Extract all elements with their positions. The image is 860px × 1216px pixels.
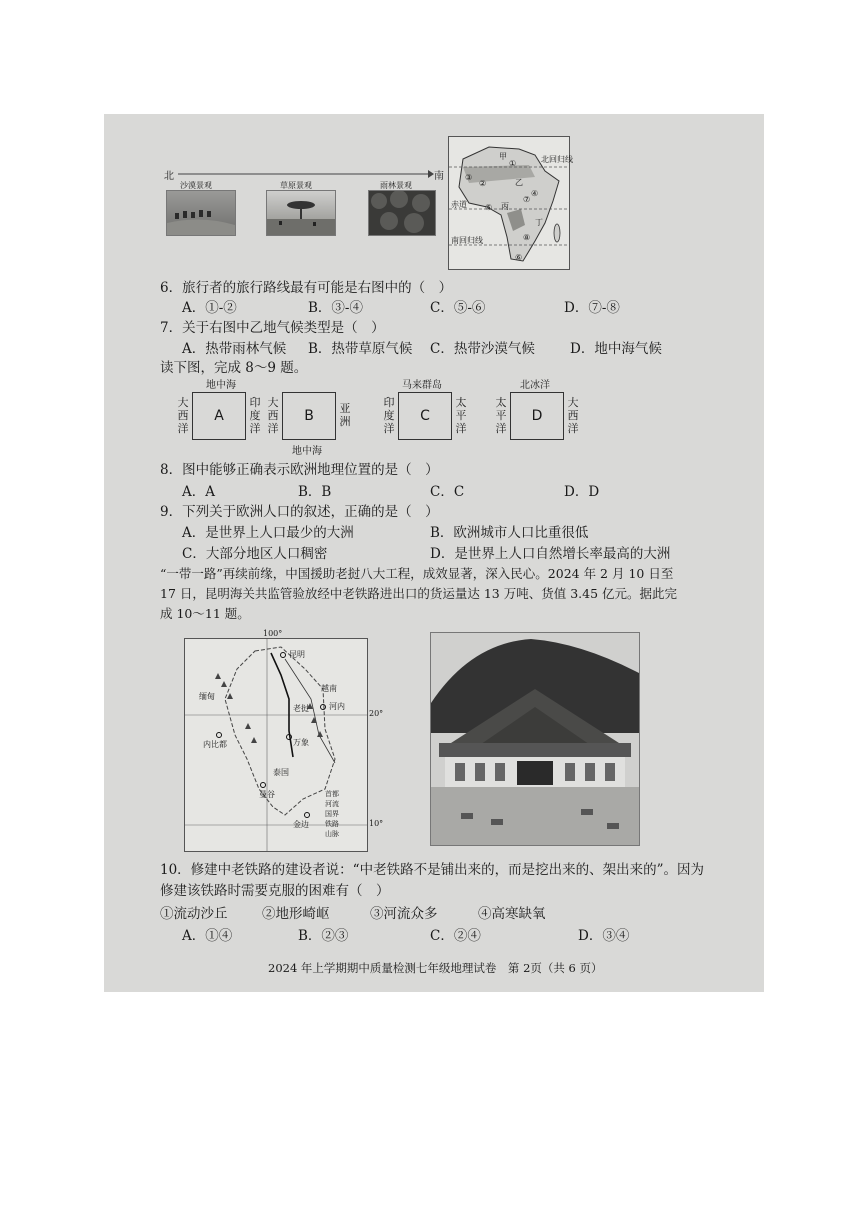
q8-stem: 8．图中能够正确表示欧洲地理位置的是（ ）: [160, 462, 439, 478]
laos-map: [184, 629, 384, 852]
q8-option-b: B．B: [298, 484, 332, 500]
q9-option-c: C．大部分地区人口稠密: [182, 546, 328, 562]
number-label-2: ②: [479, 179, 487, 188]
box-b-bottom: 地中海: [292, 446, 322, 457]
photo-label-desert: 沙漠景观: [180, 181, 212, 190]
place-vientiane: 万象: [293, 738, 309, 747]
place-myanmar: 缅甸: [199, 692, 215, 701]
q8-option-a: A．A: [182, 484, 215, 500]
photo-label-savanna: 草原景观: [280, 181, 312, 190]
q9-option-d: D．是世界上人口自然增长率最高的大洲: [430, 546, 671, 562]
exam-page: [104, 114, 764, 992]
africa-map: [448, 136, 573, 270]
legend-mountain: 山脉: [325, 830, 339, 838]
q7-option-d: D．地中海气候: [570, 341, 662, 357]
passage-line-1: “一带一路”再续前缘，中国援助老挝八大工程，成效显著，深入民心。2024 年 2 月 10 日至: [160, 566, 674, 581]
passage-line-3: 成 10～11 题。: [160, 606, 250, 621]
q7-option-b: B．热带草原气候: [308, 341, 413, 357]
legend-capital: 首都: [325, 790, 339, 798]
q6-option-d: D．⑦-⑧: [564, 300, 620, 316]
q6-stem: 6．旅行者的旅行路线最有可能是右图中的（ ）: [160, 280, 453, 296]
box-a: A: [192, 392, 246, 440]
place-hanoi: 河内: [329, 702, 345, 711]
q6-option-b: B．③-④: [308, 300, 363, 316]
line-label-tropic-capricorn: 南回归线: [451, 236, 483, 245]
q10-option-c: C．②④: [430, 928, 481, 944]
south-label: 南: [434, 171, 444, 182]
box-d-left: 太平洋: [495, 396, 507, 435]
q10-stem-line-2: 修建该铁路时需要克服的困难有（ ）: [160, 883, 390, 899]
box-c-right: 太平洋: [455, 396, 467, 435]
place-bangkok: 曼谷: [259, 790, 275, 799]
q10-choice-1: ①流动沙丘: [160, 906, 228, 922]
region-label-bing: 丙: [501, 202, 509, 211]
box-a-left: 大西洋: [177, 396, 189, 435]
q10-choice-3: ③河流众多: [370, 906, 438, 922]
q7-option-a: A．热带雨林气候: [182, 341, 287, 357]
q10-option-b: B．②③: [298, 928, 349, 944]
q7-option-c: C．热带沙漠气候: [430, 341, 535, 357]
q10-option-d: D．③④: [578, 928, 630, 944]
box-b-right: 亚洲: [339, 402, 351, 428]
number-label-5: ⑤: [485, 203, 493, 212]
q8-option-d: D．D: [564, 484, 600, 500]
rainforest-photo: [368, 190, 436, 236]
passage-line-2: 17 日，昆明海关共监管验放经中老铁路进出口的货运量达 13 万吨、货值 3.45 亿元。据此完: [160, 586, 678, 601]
box-c-top: 马来群岛: [402, 380, 442, 391]
box-d-top: 北冰洋: [520, 380, 550, 391]
legend-border: 国界: [325, 810, 339, 818]
q8-option-c: C．C: [430, 484, 465, 500]
north-label: 北: [164, 171, 174, 182]
place-vietnam: 越南: [321, 684, 337, 693]
box-a-right: 印度洋: [249, 396, 261, 435]
legend-railway: 铁路: [325, 820, 339, 828]
lat-label-20: 20°: [369, 709, 384, 718]
q10-stem-line-1: 10．修建中老铁路的建设者说：“中老铁路不是铺出来的，而是挖出来的、架出来的”。因为: [160, 862, 704, 878]
q6-option-c: C．⑤-⑥: [430, 300, 486, 316]
box-b: B: [282, 392, 336, 440]
lat-label-10: 10°: [369, 819, 384, 828]
page-footer: 2024 年上学期期中质量检测七年级地理试卷 第 2页（共 6 页）: [268, 961, 603, 975]
location-diagram-b: [266, 376, 376, 462]
desert-photo: [166, 190, 236, 236]
number-label-8: ⑧: [523, 233, 531, 242]
place-phnom-penh: 金边: [293, 820, 309, 829]
location-diagram-d: [494, 376, 604, 454]
q9-option-a: A．是世界上人口最少的大洲: [182, 525, 354, 541]
lon-label-100: 100°: [263, 629, 283, 638]
box-d: D: [510, 392, 564, 440]
region-label-ding: 丁: [535, 218, 543, 227]
box-c: C: [398, 392, 452, 440]
q10-choice-2: ②地形崎岖: [262, 906, 330, 922]
number-label-7: ⑦: [523, 195, 531, 204]
line-label-tropic-cancer: 北回归线: [541, 155, 573, 164]
region-label-jia: 甲: [499, 152, 507, 161]
railway-station-photo: [430, 632, 640, 846]
photo-label-rainforest: 雨林景观: [380, 181, 412, 190]
reading-instruction-8-9: 读下图，完成 8～9 题。: [160, 360, 308, 376]
place-thailand: 泰国: [273, 768, 289, 777]
box-d-right: 大西洋: [567, 396, 579, 435]
q9-stem: 9．下列关于欧洲人口的叙述，正确的是（ ）: [160, 504, 439, 520]
number-label-3: ③: [465, 173, 473, 182]
place-kunming: 昆明: [289, 650, 305, 659]
legend-river: 河流: [325, 800, 339, 808]
q10-choice-4: ④高寒缺氧: [478, 906, 546, 922]
number-label-1: ①: [509, 159, 517, 168]
place-naypyidaw: 内比都: [203, 740, 227, 749]
q7-stem: 7．关于右图中乙地气候类型是（ ）: [160, 320, 385, 336]
line-label-equator: 赤道: [451, 200, 467, 209]
q10-option-a: A．①④: [182, 928, 233, 944]
number-label-4: ④: [531, 189, 539, 198]
north-south-arrow: [178, 170, 434, 178]
box-b-left: 大西洋: [267, 396, 279, 435]
number-label-6: ⑥: [515, 253, 523, 262]
region-label-yi: 乙: [515, 178, 523, 187]
savanna-photo: [266, 190, 336, 236]
box-c-left: 印度洋: [383, 396, 395, 435]
box-a-top: 地中海: [206, 380, 236, 391]
q6-option-a: A．①-②: [182, 300, 237, 316]
q9-option-b: B．欧洲城市人口比重很低: [430, 525, 589, 541]
location-diagram-c: [382, 376, 492, 454]
place-laos: 老挝: [293, 704, 309, 713]
